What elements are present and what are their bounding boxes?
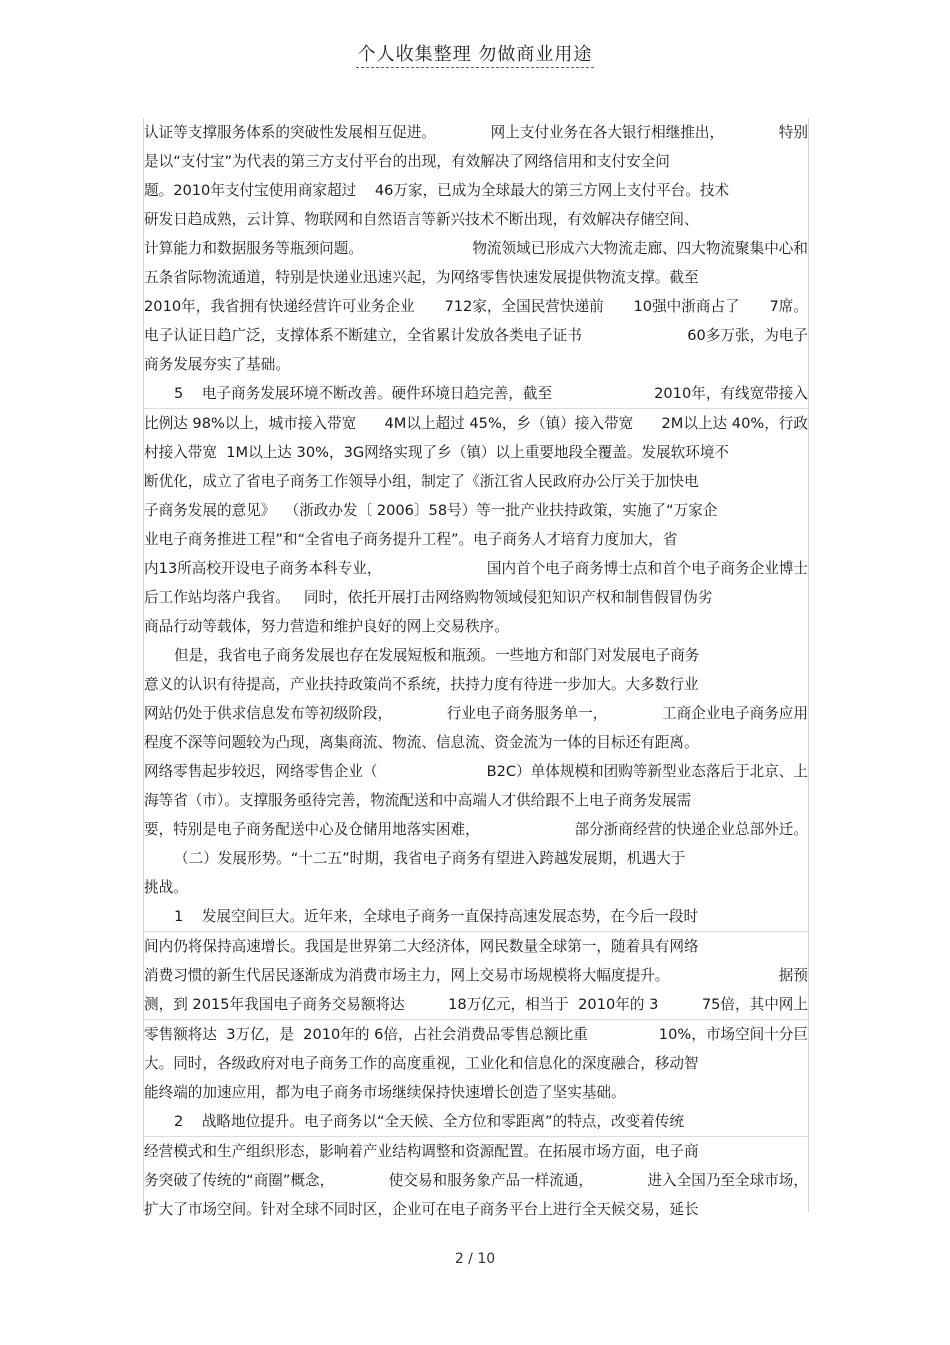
text-segment: 内13所高校开设电子商务本科专业，	[144, 560, 382, 577]
text-line	[144, 1136, 808, 1166]
text-segment: 要，特别是电子商务配送中心及仓储用地落实困难，	[144, 821, 480, 838]
text-segment: 网络零售起步较迟，网络零售企业（	[144, 763, 378, 780]
text-line	[144, 670, 808, 699]
page-number: 2 / 10	[454, 1251, 496, 1267]
text-line	[144, 583, 808, 612]
text-line	[144, 873, 808, 902]
text-segment: 是以“支付宝”为代表的第三方支付平台的出现，有效解决了网络信用和支付安全问	[144, 153, 670, 170]
text-segment: 商务发展夯实了基础。	[144, 356, 290, 373]
text-line	[144, 902, 808, 931]
text-line	[144, 1166, 808, 1195]
text-segment: 2 战略地位提升。电子商务以“全天候、全方位和零距离”的特点，改变着传统	[174, 1113, 684, 1130]
text-segment: 1 发展空间巨大。近年来，全球电子商务一直保持高速发展态势，在今后一段时	[174, 908, 699, 925]
document-body	[143, 118, 809, 1218]
text-segment: 意义的认识有待提高，产业扶持政策尚不系统，扶持力度有待进一步加大。大多数行业	[144, 676, 699, 693]
text-line	[144, 1049, 808, 1078]
text-segment: 网站仍处于供求信息发布等初级阶段，	[144, 705, 393, 722]
text-segment: 断优化，成立了省电子商务工作领导小组，制定了《浙江省人民政府办公厅关于加快电	[144, 473, 699, 490]
text-line	[144, 1019, 808, 1049]
text-line	[144, 467, 808, 496]
text-segment: 使交易和服务象产品一样流通，	[388, 1172, 594, 1189]
text-segment: 2010年，我省拥有快递经营许可业务企业	[144, 298, 415, 315]
text-line	[144, 612, 808, 641]
text-line	[144, 176, 808, 205]
text-line	[144, 118, 808, 147]
text-line	[144, 205, 808, 234]
text-segment: 认证等支撑服务体系的突破性发展相互促进。	[144, 124, 436, 141]
text-line	[144, 408, 808, 438]
text-line	[144, 844, 808, 873]
text-segment: 特别	[778, 124, 808, 141]
text-segment: 后工作站均落户我省。 同时，依托开展打击网络购物领域侵犯知识产权和制售假冒伪劣	[144, 589, 713, 606]
text-segment: 部分浙商经营的快递企业总部外迁。	[574, 821, 808, 838]
text-line	[144, 321, 808, 350]
text-line	[144, 438, 808, 467]
text-line	[144, 379, 808, 408]
text-segment: 业电子商务推进工程”和“全省电子商务提升工程”。电子商务人才培育力度加大，省	[144, 531, 678, 548]
text-segment: 消费习惯的新生代居民逐渐成为消费市场主力，网上交易市场规模将大幅度提升。	[144, 967, 670, 984]
text-line	[144, 990, 808, 1019]
text-segment: 间内仍将保持高速增长。我国是世界第二大经济体，网民数量全球第一，随着具有网络	[144, 938, 699, 955]
text-line	[144, 350, 808, 379]
header-watermark-text: 个人收集整理 勿做商业用途	[356, 44, 595, 68]
text-line	[144, 496, 808, 525]
text-line	[144, 1195, 808, 1224]
text-line	[144, 1107, 808, 1136]
text-line	[144, 554, 808, 583]
text-line	[144, 961, 808, 990]
text-segment: 测，到 2015年我国电子商务交易额将达	[144, 996, 405, 1013]
text-line	[144, 147, 808, 176]
text-line	[144, 641, 808, 670]
text-line	[144, 234, 808, 263]
text-segment: （二）发展形势。“十二五”时期，我省电子商务有望进入跨越发展期，机遇大于	[174, 850, 686, 867]
text-segment: 工商企业电子商务应用	[662, 705, 808, 722]
text-segment: 712家，全国民营快递前	[444, 298, 604, 315]
text-segment: 据预	[778, 967, 808, 984]
text-segment: 能终端的加速应用，都为电子商务市场继续保持快速增长创造了坚实基础。	[144, 1084, 626, 1101]
text-segment: 研发日趋成熟，云计算、物联网和自然语言等新兴技术不断出现，有效解决存储空间、	[144, 211, 699, 228]
text-line	[144, 263, 808, 292]
text-segment: 挑战。	[144, 879, 188, 896]
text-segment: 2010年，有线宽带接入	[654, 385, 808, 402]
text-segment: 物流领域已形成六大物流走廊、四大物流聚集中心和	[472, 240, 808, 257]
text-segment: 行业电子商务服务单一，	[446, 705, 608, 722]
text-segment: 国内首个电子商务博士点和首个电子商务企业博士	[486, 560, 808, 577]
text-segment: 计算能力和数据服务等瓶颈问题。	[144, 240, 363, 257]
text-segment: 经营模式和生产组织形态，影响着产业结构调整和资源配置。在拓展市场方面，电子商	[144, 1143, 699, 1160]
text-segment: 扩大了市场空间。针对全球不同时区，企业可在电子商务平台上进行全天候交易，延长	[144, 1201, 699, 1218]
text-segment: 商品行动等载体，努力营造和维护良好的网上交易秩序。	[144, 618, 509, 635]
page-header	[0, 40, 950, 66]
text-segment: 五条省际物流通道，特别是快递业迅速兴起，为网络零售快速发展提供物流支撑。截至	[144, 269, 699, 286]
text-segment: 但是，我省电子商务发展也存在发展短板和瓶颈。一些地方和部门对发展电子商务	[174, 647, 700, 664]
text-segment: B2C）单体规模和团购等新型业态落后于北京、上	[486, 763, 808, 780]
text-segment: 程度不深等问题较为凸现，离集商流、物流、信息流、资金流为一体的目标还有距离。	[144, 734, 699, 751]
text-segment: 75倍，其中网上	[701, 996, 808, 1013]
text-segment: 务突破了传统的“商圈”概念，	[144, 1172, 335, 1189]
text-segment: 18万亿元，相当于 2010年的 3	[448, 996, 659, 1013]
text-segment: 子商务发展的意见》 （浙政办发〔 2006〕58号）等一批产业扶持政策，实施了“万家企	[144, 502, 718, 519]
text-line	[144, 757, 808, 786]
text-segment: 5 电子商务发展环境不断改善。硬件环境日趋完善，截至	[174, 385, 553, 402]
text-segment: 网上支付业务在各大银行相继推出，	[490, 124, 725, 141]
text-segment: 7席。	[769, 298, 808, 315]
text-line	[144, 292, 808, 321]
text-segment: 10强中浙商占了	[633, 298, 740, 315]
text-segment: 2M以上达 40%，行政	[661, 415, 808, 432]
text-segment: 海等省（市）。支撑服务亟待完善，物流配送和中高端人才供给跟不上电子商务发展需	[144, 792, 692, 809]
text-segment: 电子认证日趋广泛，支撑体系不断建立，全省累计发放各类电子证书	[144, 327, 582, 344]
text-line	[144, 1078, 808, 1107]
text-segment: 大。同时，各级政府对电子商务工作的高度重视，工业化和信息化的深度融合，移动智	[144, 1055, 699, 1072]
text-segment: 4M以上超过 45%，乡（镇）接入带宽	[384, 415, 634, 432]
text-line	[144, 699, 808, 728]
text-segment: 比例达 98%以上，城市接入带宽	[144, 415, 357, 432]
text-line	[144, 525, 808, 554]
text-line	[144, 815, 808, 844]
text-segment: 进入全国乃至全球市场，	[647, 1172, 808, 1189]
text-segment: 60多万张，为电子	[687, 327, 808, 344]
text-segment: 10%，市场空间十分巨	[658, 1026, 808, 1043]
text-segment: 题。2010年支付宝使用商家超过 46万家，已成为全球最大的第三方网上支付平台。技术	[144, 182, 730, 199]
text-line	[144, 728, 808, 757]
text-line	[144, 931, 808, 961]
text-line	[144, 786, 808, 815]
text-segment: 村接入带宽 1M以上达 30%，3G网络实现了乡（镇）以上重要地段全覆盖。发展软环境不	[144, 444, 730, 461]
text-segment: 零售额将达 3万亿，是 2010年的 6倍，占社会消费品零售总额比重	[144, 1026, 588, 1043]
